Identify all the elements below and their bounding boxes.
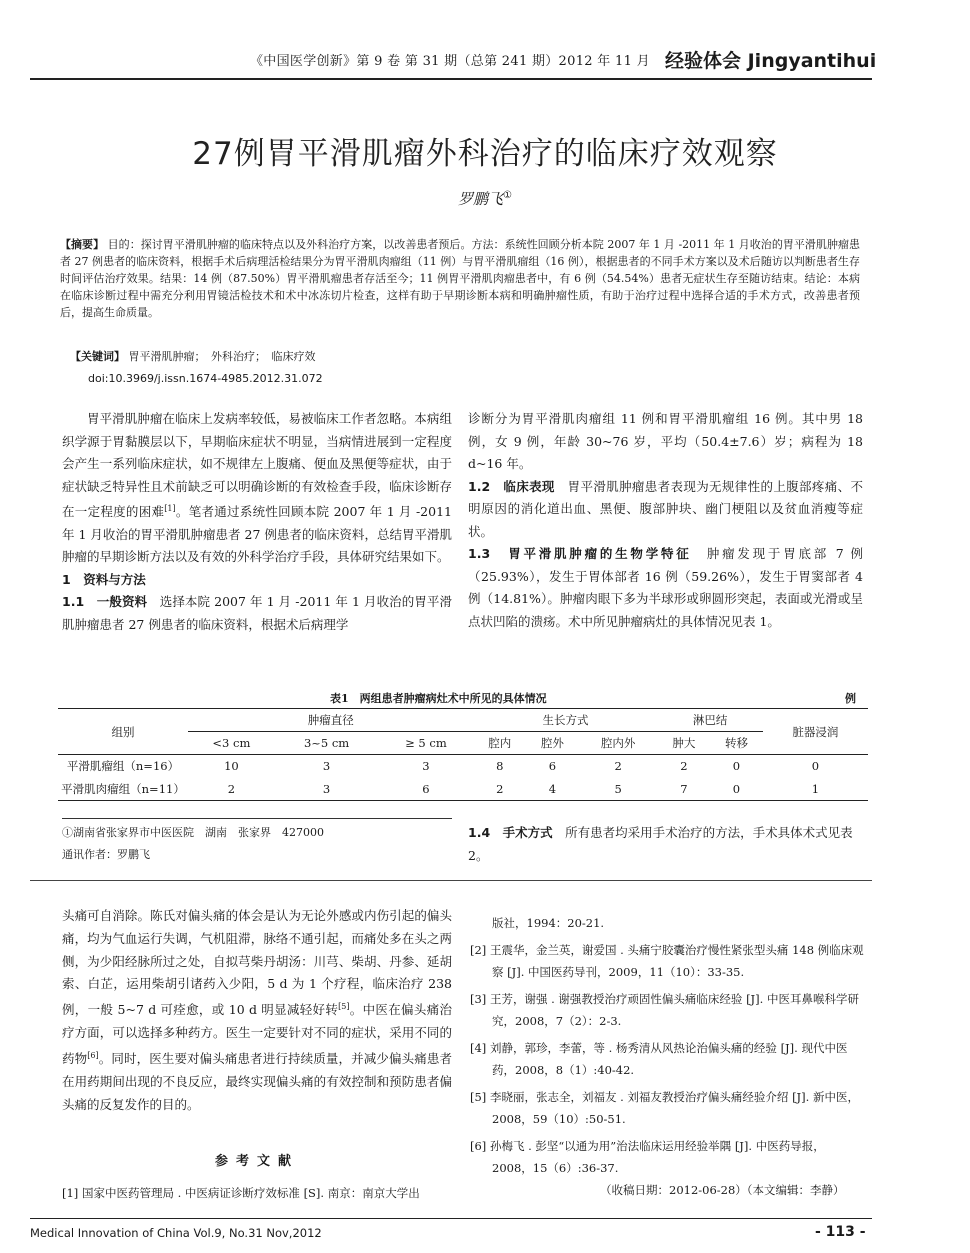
table-row: [58, 778, 868, 801]
lower-text-c: 。同时，医生要对偏头痛患者进行持续质量，并减少偏头痛患者在用药期间出现的不良反应，最终实现偏头痛的有效控制和预防患者偏头痛的反复发作的目的。: [62, 1051, 452, 1112]
table-cell: 2: [614, 759, 622, 774]
table-subheader: <3 cm: [188, 732, 275, 755]
section-1-2-heading: 1.2 临床表现: [468, 478, 555, 494]
section-1-3: [468, 543, 863, 633]
table-cell: 6: [548, 759, 557, 774]
section-1-1: [62, 591, 452, 636]
table-cell: 3: [322, 759, 331, 774]
footer-journal: Medical Innovation of China Vol.9, No.31 Nov,2012: [30, 1226, 322, 1240]
author-name: 罗鹏飞: [458, 190, 504, 208]
footer-rule: [30, 1218, 872, 1219]
keywords: [70, 348, 316, 364]
doi: doi:10.3969/j.issn.1674-4985.2012.31.072: [88, 372, 323, 385]
affiliation-footnote: ①湖南省张家界市中医医院 湖南 张家界 427000: [62, 826, 324, 839]
table-cell: 0: [811, 759, 820, 774]
section-1-1-heading: 1.1 一般资料: [62, 594, 148, 610]
author-mark: ①: [503, 190, 512, 201]
table-row: [58, 755, 868, 778]
abstract-text: 目的：探讨胃平滑肌肿瘤的临床特点以及外科治疗方案，以改善患者预后。方法：系统性回顾分析本院 2007 年 1 月 -2011 年 1 月收治的胃平滑肌肿瘤患者 27 例患者的临床资料，根据手术后病理活检结果分为胃平滑肌肉瘤组（11 例）与胃平滑肌瘤组（16 例），根据患者的不同手术方案以及术后随访以判断患者生存时间评估治疗效果。结果：14 例（87.50%）胃平滑肌瘤患者存活至今；11 例胃平滑肌肉瘤患者中，有 6 例（54.54%）患者无症状生存至随访结束。结论：本病在临床诊断过程中需充分利用胃镜活检技术和术中冰冻切片检查，这样有助于早期诊断本病和明确肿瘤性质，有助于治疗过程中选择合适的手术方式，改善患者预后，提高生命质量。: [60, 238, 861, 319]
table-subheader: ≥ 5 cm: [378, 732, 473, 755]
body-left-column: [62, 408, 452, 636]
article-separator: [30, 880, 872, 881]
table-colgroup-growth: 生长方式: [474, 709, 658, 732]
section-1-3-heading: 1.3 胃平滑肌肿瘤的生物学特征: [468, 546, 692, 561]
table-subheader: 腔外: [526, 732, 579, 755]
table-row-name: 平滑肌瘤组（n=16）: [66, 759, 180, 774]
table-header-row: [58, 709, 868, 732]
citation-6: [6]: [87, 1050, 99, 1060]
intro-paragraph: [62, 408, 452, 569]
table-colgroup-diameter: 肿瘤直径: [188, 709, 474, 732]
table-cell: 2: [188, 778, 275, 801]
table-cell: 8: [496, 759, 504, 774]
citation-5: [5]: [338, 1002, 350, 1012]
table-cell: 2: [680, 759, 688, 774]
table-colgroup-invasion: 脏器浸润: [763, 709, 868, 755]
references-list: [470, 912, 865, 1184]
table-cell: 0: [710, 778, 763, 801]
intro-text-tail: 。笔者通过系统性回顾本院 2007 年 1 月 -2011 年 1 月收治的胃平滑肌肿瘤患者 27 例患者的临床资料，总结胃平滑肌肿瘤的早期诊断方法以及有效的外科学治疗手段，具体研究结果如下。: [62, 504, 452, 565]
table-subheader: 腔内外: [579, 732, 658, 755]
lower-text-b: 。中医在偏头痛治疗方面，可以选择多种药方。医生一定要针对不同的症状，采用不同的药物: [62, 1002, 452, 1067]
section-1-4-text: 所有患者均采用手术治疗的方法，手术具体术式见表 2。: [468, 825, 853, 863]
table-cell: 3: [275, 778, 379, 801]
intro-text: 胃平滑肌肿瘤在临床上发病率较低，易被临床工作者忽略。本病组织学源于胃黏膜层以下，早期临床症状不明显，当病情进展到一定程度会产生一系列临床症状，如不规律左上腹痛、便血及黑便等症状，由于症状缺乏特异性且术前缺乏可以明确诊断的有效检查手段，临床诊断存在一定程度的困难: [62, 411, 452, 520]
table-group-header: 组别: [58, 709, 188, 755]
section-1-1-text: 选择本院 2007 年 1 月 -2011 年 1 月收治的胃平滑肌肿瘤患者 27 例患者的临床资料，根据术后病理学: [62, 594, 452, 632]
table-cell: 6: [378, 778, 473, 801]
abstract-label: 【摘要】: [60, 238, 105, 251]
corresponding-author: 通讯作者：罗鹏飞: [62, 848, 150, 861]
section-1-heading: 1 资料与方法: [62, 571, 146, 587]
footnote-rule: [62, 818, 452, 819]
body-right-column: [468, 408, 863, 633]
lower-paragraph: [62, 905, 452, 1116]
section-1-2: [468, 476, 863, 544]
references-title: 参考文献: [214, 1154, 299, 1169]
table-cell: 5: [579, 778, 658, 801]
citation-1: [1]: [164, 504, 176, 513]
table-cell: 3: [422, 759, 430, 774]
table-cell: 4: [526, 778, 579, 801]
lower-left-column: [62, 905, 452, 1116]
table-1: [58, 708, 868, 801]
author: [0, 188, 970, 209]
page-number: - 113 -: [815, 1224, 866, 1240]
reference-4: [4] 刘静，郭珍，李蕾，等 . 杨秀清从风热论治偏头痛的经验 [J]. 现代中医药，2008，8（1）:40-42.: [470, 1041, 848, 1077]
table-cell: 10: [224, 759, 239, 774]
reference-6: [6] 孙梅飞 . 彭坚“以通为用”治法临床运用经验举隅 [J]. 中医药导报，2008，15（6）:36-37.: [470, 1139, 825, 1175]
section-1-4: [468, 822, 863, 867]
table-subheader: 转移: [710, 732, 763, 755]
table-caption: 表1 两组患者肿瘤病灶术中所见的具体情况: [330, 692, 547, 705]
table-cell: 1: [763, 778, 868, 801]
lower-text-a: 头痛可自消除。陈氏对偏头痛的体会是认为无论外感或内伤引起的偏头痛，均为气血运行失调，气机阻滞，脉络不通引起，而痛处多在头之两侧，为少阳经脉所过之处，自拟芎柴丹胡汤：川芎、柴胡、丹参、延胡索、白芷，运用柴胡引诸药入少阳，5 d 为 1 个疗程，临床治疗 238 例，一般 5~7 d 可痊愈，或 10 d 明显减轻好转: [62, 908, 452, 1018]
header-rule: [30, 78, 872, 80]
table-subheader: 肿大: [658, 732, 711, 755]
section-1-2-text: 胃平滑肌肿瘤患者表现为无规律性的上腹部疼痛、不明原因的消化道出血、黑便、腹部肿块、幽门梗阻以及贫血消瘦等症状。: [468, 478, 863, 539]
reference-1: [1] 国家中医药管理局 . 中医病证诊断疗效标准 [S]. 南京：南京大学出: [62, 1186, 420, 1200]
table-subheader: 3~5 cm: [275, 732, 379, 755]
reference-2: [2] 王震华，金兰英，谢爱国 . 头痛宁胶囊治疗慢性紧张型头痛 148 例临床观察 [J]. 中国医药导刊，2009，11（10）：33-35.: [470, 943, 864, 979]
section-1-3-text: 肿瘤发现于胃底部 7 例（25.93%），发生于胃体部者 16 例（59.26%），发生于胃窦部者 4 例（14.81%）。肿瘤肉眼下多为半球形或卵圆形突起，表面或光滑或呈点状凹陷的溃疡。术中所见肿瘤病灶的具体情况见表 1。: [468, 546, 863, 629]
table-cell: 2: [474, 778, 527, 801]
table-row-name: 平滑肌肉瘤组（n=11）: [58, 778, 188, 801]
reference-3: [3] 王芳，谢强 . 谢强教授治疗顽固性偏头痛临床经验 [J]. 中医耳鼻喉科学研究，2008，7（2）：2-3.: [470, 992, 859, 1028]
abstract: [60, 236, 860, 321]
section-1-4-heading: 1.4 手术方式: [468, 825, 553, 840]
reference-5: [5] 李晓丽，张志全，刘福友 . 刘福友教授治疗偏头痛经验介绍 [J]. 新中医，2008，59（10）:50-51.: [470, 1090, 859, 1126]
article-title: 27例胃平滑肌瘤外科治疗的临床疗效观察: [192, 136, 778, 172]
keywords-label: 【关键词】: [70, 350, 125, 363]
patients-paragraph: 诊断分为胃平滑肌肉瘤组 11 例和胃平滑肌瘤组 16 例。其中男 18 例，女 9 例，年龄 30~76 岁，平均（50.4±7.6）岁；病程为 18 d~16 年。: [468, 411, 863, 471]
table-subheader: 腔内: [474, 732, 527, 755]
column-title: 经验体会 Jingyantihui: [665, 50, 877, 72]
table-colgroup-lymph: 淋巴结: [658, 709, 763, 732]
table-cell: 7: [658, 778, 711, 801]
table-unit: 例: [845, 692, 856, 705]
keywords-text: 胃平滑肌肿瘤； 外科治疗； 临床疗效: [128, 350, 316, 363]
received-date: （收稿日期：2012-06-28）（本文编辑：李静）: [600, 1183, 845, 1197]
reference-1-cont: 版社，1994：20-21.: [492, 916, 605, 930]
table-cell: 0: [732, 759, 741, 774]
journal-issue: 《中国医学创新》第 9 卷 第 31 期（总第 241 期）2012 年 11 月: [250, 54, 650, 69]
